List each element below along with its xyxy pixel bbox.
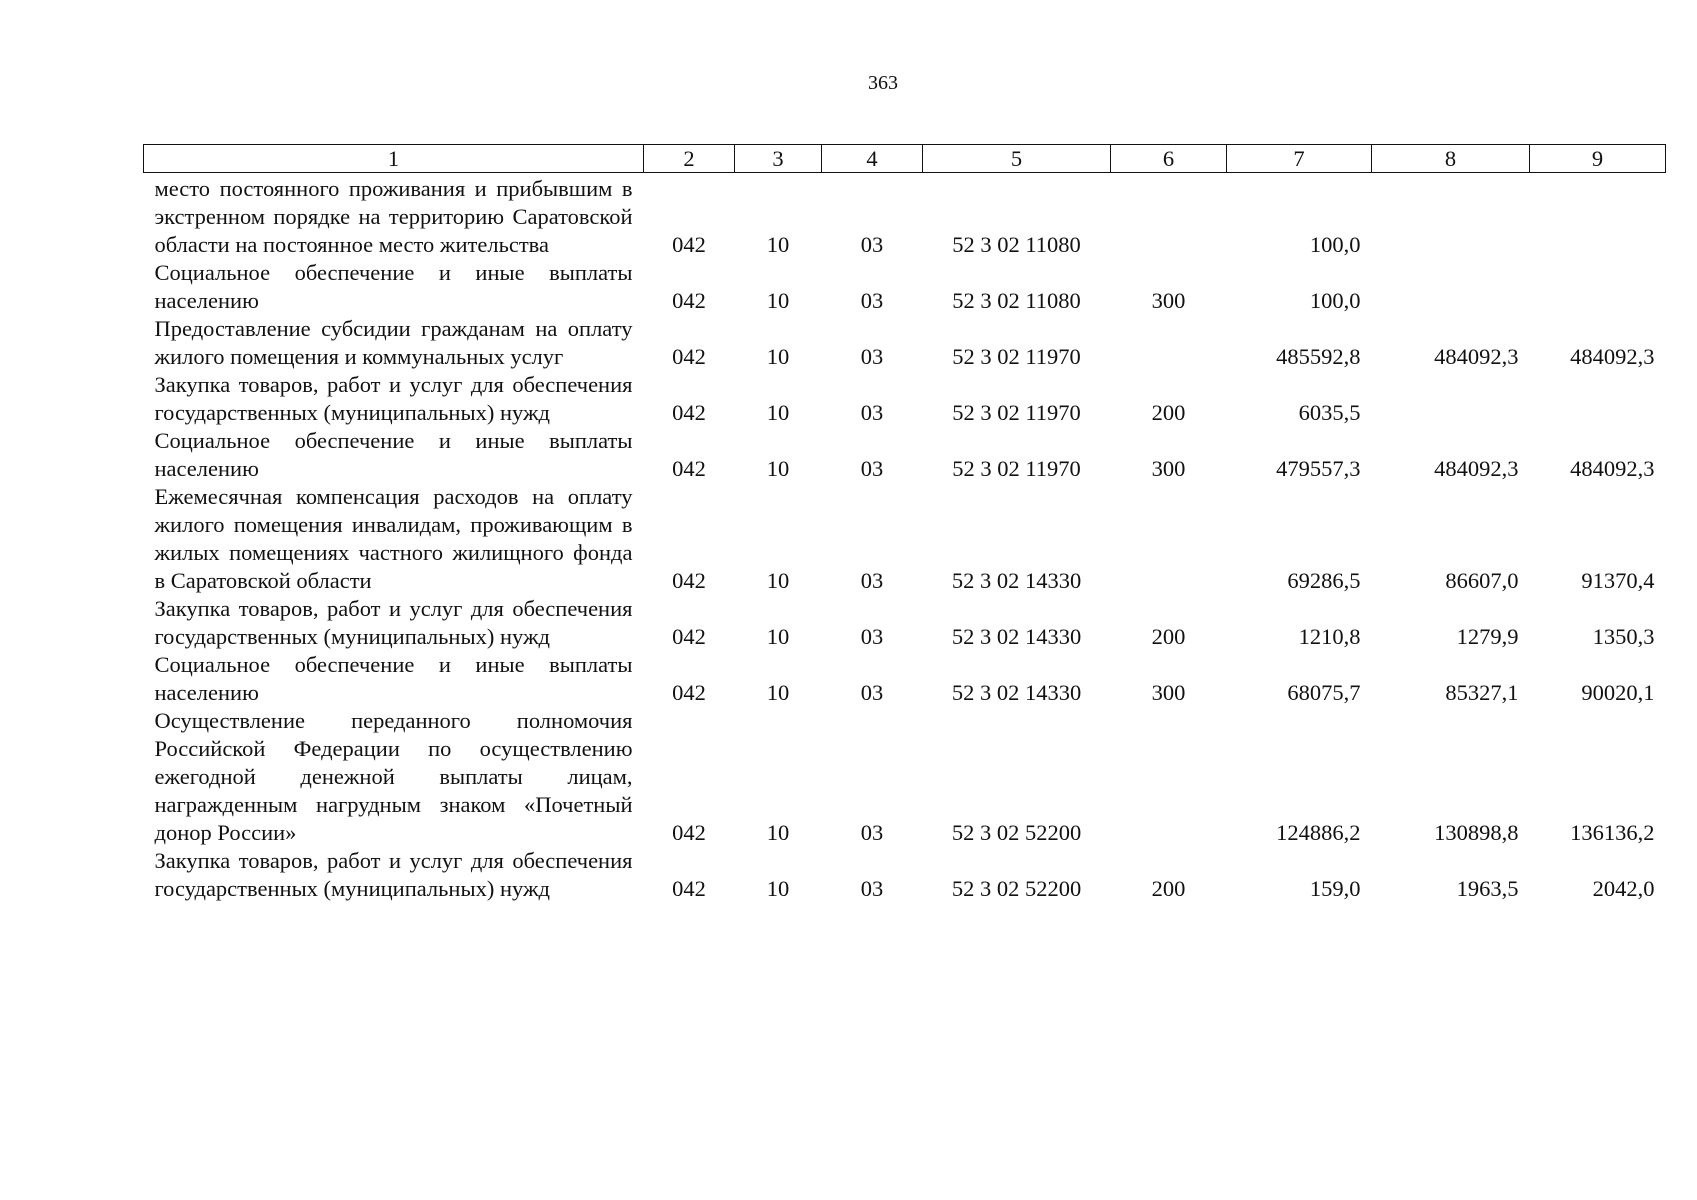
cell-subsection: 03 xyxy=(860,400,884,425)
cell-subsection: 03 xyxy=(860,568,884,593)
cell-subsection: 03 xyxy=(860,288,884,313)
cell-subsection: 03 xyxy=(860,232,884,257)
cell-section: 10 xyxy=(766,568,790,593)
cell-target-item: 52 3 02 14330 xyxy=(951,568,1082,593)
cell-amount-col9: 91370,4 xyxy=(1581,568,1655,593)
cell-admin-code: 042 xyxy=(672,680,706,705)
cell-target-item: 52 3 02 14330 xyxy=(951,680,1082,705)
budget-table xyxy=(143,144,1666,903)
cell-admin-code: 042 xyxy=(672,288,706,313)
column-header-8: 8 xyxy=(1372,145,1530,173)
row-description: Закупка товаров, работ и услуг для обеспечения государственных (муниципальных) нужд xyxy=(154,848,633,901)
row-description: место постоянного проживания и прибывшим в экстренном порядке на территорию Саратовской области на постоянное место жительства xyxy=(154,176,633,257)
table-row xyxy=(144,315,1666,371)
cell-section: 10 xyxy=(766,624,790,649)
cell-amount-col8: 130898,8 xyxy=(1434,820,1519,845)
cell-amount-col8: 484092,3 xyxy=(1434,456,1519,481)
cell-target-item: 52 3 02 11970 xyxy=(952,344,1081,369)
cell-amount-col7: 68075,7 xyxy=(1287,680,1361,705)
cell-expense-type: 200 xyxy=(1151,400,1186,425)
table-row xyxy=(144,371,1666,427)
column-header-2: 2 xyxy=(644,145,735,173)
row-description: Осуществление переданного полномочия Российской Федерации по осуществлению ежегодной денежной выплаты лицам, награжденным нагрудным знаком «Почетный донор России» xyxy=(154,708,633,845)
cell-amount-col8: 1279,9 xyxy=(1456,624,1519,649)
cell-amount-col7: 100,0 xyxy=(1309,288,1361,313)
cell-expense-type: 200 xyxy=(1151,876,1186,901)
cell-expense-type: 300 xyxy=(1151,288,1186,313)
cell-amount-col7: 69286,5 xyxy=(1287,568,1361,593)
cell-admin-code: 042 xyxy=(672,876,706,901)
cell-expense-type xyxy=(1111,483,1227,595)
column-header-3: 3 xyxy=(735,145,822,173)
cell-amount-col7: 159,0 xyxy=(1309,876,1361,901)
cell-admin-code: 042 xyxy=(672,400,706,425)
cell-amount-col7: 124886,2 xyxy=(1276,820,1361,845)
table-row xyxy=(144,259,1666,315)
row-description: Социальное обеспечение и иные выплаты населению xyxy=(154,652,633,705)
cell-expense-type: 300 xyxy=(1151,680,1186,705)
row-description: Закупка товаров, работ и услуг для обеспечения государственных (муниципальных) нужд xyxy=(154,372,633,425)
cell-admin-code: 042 xyxy=(672,568,706,593)
cell-section: 10 xyxy=(766,680,790,705)
table-row xyxy=(144,483,1666,595)
cell-admin-code: 042 xyxy=(672,344,706,369)
cell-admin-code: 042 xyxy=(672,232,706,257)
cell-amount-col9: 2042,0 xyxy=(1592,876,1655,901)
cell-expense-type: 200 xyxy=(1151,624,1186,649)
cell-amount-col7: 100,0 xyxy=(1309,232,1361,257)
column-header-9: 9 xyxy=(1530,145,1666,173)
cell-amount-col9: 90020,1 xyxy=(1581,680,1655,705)
cell-amount-col9: 136136,2 xyxy=(1570,820,1655,845)
page-number: 363 xyxy=(868,72,898,94)
cell-section: 10 xyxy=(766,820,790,845)
cell-amount-col9: 1350,3 xyxy=(1592,624,1655,649)
column-header-4: 4 xyxy=(822,145,923,173)
cell-subsection: 03 xyxy=(860,456,884,481)
cell-amount-col7: 1210,8 xyxy=(1298,624,1361,649)
row-description: Закупка товаров, работ и услуг для обеспечения государственных (муниципальных) нужд xyxy=(154,596,633,649)
cell-expense-type xyxy=(1111,173,1227,260)
row-description: Ежемесячная компенсация расходов на оплату жилого помещения инвалидам, проживающим в жилых помещениях частного жилищного фонда в Саратовской области xyxy=(154,484,633,593)
table-row xyxy=(144,707,1666,847)
cell-amount-col8 xyxy=(1372,371,1530,427)
cell-target-item: 52 3 02 11080 xyxy=(952,232,1081,257)
cell-subsection: 03 xyxy=(860,876,884,901)
cell-amount-col9 xyxy=(1530,259,1666,315)
cell-amount-col9 xyxy=(1530,173,1666,260)
cell-amount-col8: 86607,0 xyxy=(1445,568,1519,593)
cell-target-item: 52 3 02 11970 xyxy=(952,456,1081,481)
cell-target-item: 52 3 02 52200 xyxy=(951,876,1082,901)
cell-section: 10 xyxy=(766,344,790,369)
cell-admin-code: 042 xyxy=(672,624,706,649)
cell-section: 10 xyxy=(766,456,790,481)
column-header-7: 7 xyxy=(1227,145,1372,173)
table-row xyxy=(144,595,1666,651)
table-row xyxy=(144,847,1666,903)
column-header-6: 6 xyxy=(1111,145,1227,173)
cell-subsection: 03 xyxy=(860,820,884,845)
cell-amount-col8 xyxy=(1372,259,1530,315)
table-row xyxy=(144,651,1666,707)
cell-amount-col7: 485592,8 xyxy=(1276,344,1361,369)
cell-section: 10 xyxy=(766,232,790,257)
column-header-1: 1 xyxy=(144,145,644,173)
cell-amount-col7: 479557,3 xyxy=(1276,456,1361,481)
column-header-5: 5 xyxy=(923,145,1111,173)
cell-amount-col9 xyxy=(1530,371,1666,427)
row-description: Предоставление субсидии гражданам на оплату жилого помещения и коммунальных услуг xyxy=(154,316,633,369)
cell-admin-code: 042 xyxy=(672,456,706,481)
row-description: Социальное обеспечение и иные выплаты населению xyxy=(154,260,633,313)
cell-amount-col9: 484092,3 xyxy=(1570,456,1655,481)
cell-amount-col8: 1963,5 xyxy=(1456,876,1519,901)
cell-expense-type: 300 xyxy=(1151,456,1186,481)
table-body xyxy=(144,173,1666,904)
cell-expense-type xyxy=(1111,707,1227,847)
cell-target-item: 52 3 02 11970 xyxy=(952,400,1081,425)
cell-section: 10 xyxy=(766,876,790,901)
cell-amount-col8 xyxy=(1372,173,1530,260)
cell-expense-type xyxy=(1111,315,1227,371)
cell-section: 10 xyxy=(766,288,790,313)
cell-target-item: 52 3 02 11080 xyxy=(952,288,1081,313)
cell-subsection: 03 xyxy=(860,344,884,369)
cell-amount-col9: 484092,3 xyxy=(1570,344,1655,369)
column-number-header-row xyxy=(144,145,1666,173)
cell-amount-col8: 85327,1 xyxy=(1445,680,1519,705)
cell-amount-col8: 484092,3 xyxy=(1434,344,1519,369)
table-row xyxy=(144,427,1666,483)
cell-admin-code: 042 xyxy=(672,820,706,845)
cell-target-item: 52 3 02 14330 xyxy=(951,624,1082,649)
row-description: Социальное обеспечение и иные выплаты населению xyxy=(154,428,633,481)
cell-section: 10 xyxy=(766,400,790,425)
cell-amount-col7: 6035,5 xyxy=(1298,400,1361,425)
cell-subsection: 03 xyxy=(860,680,884,705)
cell-target-item: 52 3 02 52200 xyxy=(951,820,1082,845)
table-row xyxy=(144,173,1666,260)
cell-subsection: 03 xyxy=(860,624,884,649)
